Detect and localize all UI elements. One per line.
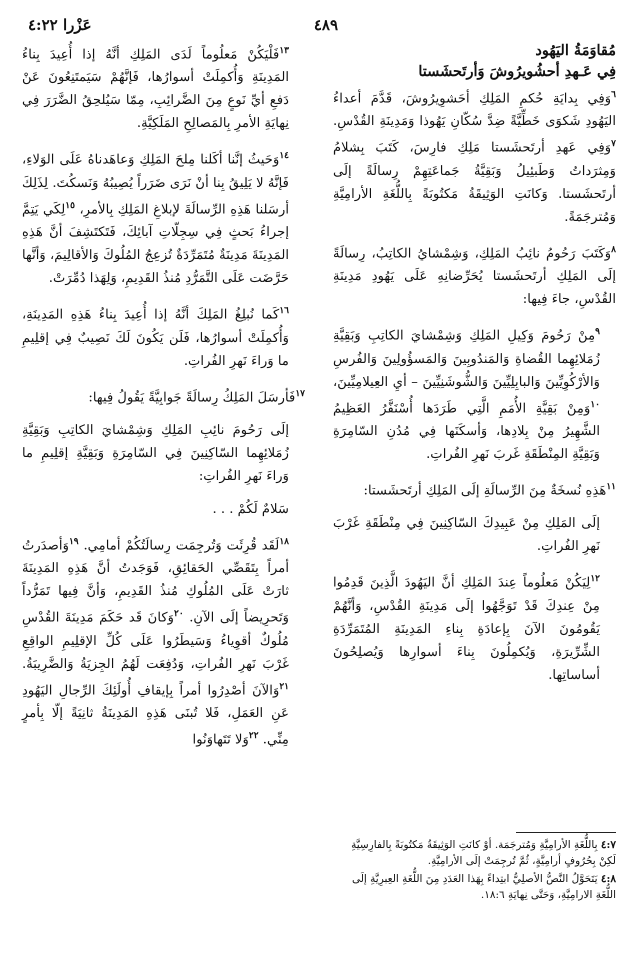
verse-text: لِكَي يَتِمَّ إجراءُ بَحثٍ فِي سِجِلّاتِ آبائِكَ، فَتَكتَشِفَ أنَّ هَذِهِ المَدِينَةَ مَدِينَةٌ مُتَمَرِّدَةٌ تُزعِجُ المُلُوكَ وَالأقالِيمَ، وَأنَّها حَرَّضَت عَلَى التَّمَرُّدِ مُنذُ القَدِيمِ، وَلِهَذا دُمِّرَتْ.: [22, 202, 289, 287]
verse-text: وَالآنَ أصْدِرُوا أمراً بِإيقافِ أُولَئِكَ الرِّجالِ اليَهُودِ عَنِ العَمَلِ، فَلا تُبنَى هَذِهِ المَدِينَةُ ثانِيَةً إلّا بِأمرٍ مِنِّي.: [22, 683, 289, 748]
verse-text: وَفِي بِدايَةِ حُكمِ المَلِكِ أحَشوِيرُوشَ، قَدَّمَ أعداءُ اليَهُودِ شَكوَى خَطِّيَّةً ضِدَّ سُكّانِ يَهُوذا وَمَدِينَةِ القُدْسِ.: [333, 91, 616, 130]
footnote-text: يَتَحَوَّلُ النَّصُّ الأصلِيُّ ابتِداءً بِهَذا العَدَدِ مِنَ اللُّغَةِ العِبرِيَّةِ إلَى اللُّغَةِ الارامِيَّةِ، وَحَتَّى نِهايَةِ ١٨:٦.: [351, 873, 616, 901]
verse-number: ٧: [611, 139, 616, 150]
verse-11: [333, 476, 616, 502]
letter-greeting: [22, 498, 305, 521]
verse-text: وَفِي عَهدِ أرتَحشَستا مَلِكِ فارِسَ، كَتَبَ بِشلامُ وَمِثرَداتُ وَطَبئِيلُ وَبَقِيَّةُ جَماعَتِهِمْ رِسالَةً إلَى أرتَحشَستا. وَكانَتِ الوَثِيقَةُ مَكتُوبَةً بِاللُّغَةِ الأرامِيَّةِ وَمُترجَمَةً.: [333, 140, 616, 225]
footnote-text: بِاللُّغَةِ الأرامِيَّةِ وَمُترجَمَة. أوْ كانَتِ الوَثِيقَةُ مَكتُوبَةً بِالفارِسِيَّةِ لَكِنْ بِحُرُوفٍ أرامِيَّةٍ، ثُمَّ تُرجِمَتْ إلَى الأرامِيَّةِ.: [351, 839, 616, 867]
verse-number: ١٤: [279, 151, 289, 162]
verse-text: فَأرسَلَ المَلِكُ رِسالَةً جَوابِيَّةً يَقُولُ فِيها:: [88, 389, 296, 405]
verse-text: فَلْيَكُنْ مَعلُوماً لَدَى المَلِكِ أنَّهُ إذا أُعِيدَ بِناءُ المَدِينَةِ وَأُكمِلَتْ أسوارُها، فَإنَّهُمْ سَيَمتَنِعُونَ عَنْ دَفعِ أيِّ نَوعٍ مِنَ الضَّرائِبِ، مِمّا سَيُلحِقُ الضَّرَرَ فِي نِهايَةِ الأمرِ بِالمَصالِحِ المَلَكِيَّةِ.: [22, 47, 289, 132]
verse-number: ٢٠: [174, 609, 184, 620]
verse-18: [22, 531, 305, 752]
verse-text: كَما نُبلِغُ المَلِكَ أنَّهُ إذا أُعِيدَ بِناءُ هَذِهِ المَدِينَةِ، وَأُكمِلَتْ أسوارُها، فَلَن يَكُونَ لَكَ نَصِيبٌ فِي إقلِيمِ ما وَراءَ نَهرِ الفُراتِ.: [22, 307, 289, 369]
verse-number: ٢٢: [248, 731, 259, 742]
verse-number: ١٩: [68, 536, 79, 547]
footnotes: [333, 832, 616, 905]
chapter-reference: عَزْرا ٤:٢٢: [28, 16, 92, 34]
verse-16: [22, 300, 305, 372]
footnote-ref: ٤:٨: [600, 873, 616, 885]
verse-number: ١٢: [590, 574, 600, 585]
footnote: [333, 871, 616, 903]
verse-text: وَأصدَرتُ أمراً بِتَقَصِّي الحَقائِقِ، فَوَجَدتُ أنَّ هَذِهِ المَدِينَةَ ثارَتْ عَلَى المُلُوكِ مُنذُ القَدِيمِ، وَأنَّ فِيها تَمَرُّداً وَتَحرِيضاً إلَى الآنِ.: [22, 538, 289, 626]
left-column: [22, 40, 305, 762]
verse-text: وَلا تَتَهاوَنُوا: [192, 732, 249, 748]
verse-text: وَمِنْ بَقِيَّةِ الأُمَمِ الَّتِي طَرَدَها أُسْنَفَّرُ العَظِيمُ الشَّهِيرُ مِنْ بِلادِها، وَأسكَنَها فِي مُدُنِ السّامِرَةِ وَبَقِيَّةِ المِنْطَقَةِ غَربَ نَهرِ الفُراتِ.: [333, 400, 600, 462]
verse-number: ١٠: [590, 399, 600, 410]
verse-number: ١٥: [65, 200, 75, 211]
verse-text: هَذِهِ نُسخَةٌ مِنَ الرِّسالَةِ إلَى المَلِكِ أرتَحشَستا:: [363, 483, 607, 499]
verse-number: ١٧: [295, 388, 305, 399]
verse-text: إلَى رَحُومَ نائِبِ المَلِكِ وَشِمْشايَ الكاتِبِ وَبَقِيَّةِ زُمَلائِهِما السّاكِنِينَ فِي السّامِرَةِ وَبَقِيَّةِ إقلِيمِ ما وَراءَ نَهرِ الفُراتِ:: [22, 422, 289, 484]
verse-number: ٩: [595, 327, 600, 338]
letter-address: [22, 419, 305, 488]
verse-14: [22, 145, 305, 290]
verse-text: وَحَيثُ إنَّنا أكَلنا مِلحَ المَلِكِ وَعاهَدناهُ عَلَى الوَلاءِ، فَإنَّهُ لا يَلِيقُ بِنا أنْ نَرَى ضَرَراً يُصِيبُهُ وَنَسكُتَ. لِذَلِكَ أرسَلنا هَذِهِ الرِّسالَةَ لإبلاغِ المَلِكِ بِالأمرِ،: [22, 152, 289, 218]
page-number: ٤٨٩: [313, 16, 338, 34]
verse-text: لِيَكُنْ مَعلُوماً عِندَ المَلِكِ أنَّ اليَهُودَ الَّذِينَ قَدِمُوا مِنْ عِندِكَ قَدْ تَوَجَّهُوا إلَى مَدِينَةِ القُدْسِ، وَأنَّهُمْ يَقُومُونَ الآنَ بِإعادَةِ بِناءِ المَدِينَةِ المُتَمَرِّدَةِ الشِّرِّيرَةِ، وَيُكمِلُونَ بِناءَ أسوارِها وَيُصلِحُونَ أساساتِها.: [333, 575, 600, 683]
verse-8: [333, 239, 616, 311]
verse-number: ٨: [611, 244, 616, 255]
verse-12: [333, 568, 616, 686]
verse-number: ٦: [611, 90, 616, 100]
verse-text: مِنْ رَحُومَ وَكِيلِ المَلِكِ وَشِمْشايَ الكاتِبِ وَبَقِيَّةِ زُمَلائِهِما القُضاةِ وَالمَندُوبِينَ وَالمَسؤُولِينَ وَالفُرسِ وَالأرْكُوِيِّينَ وَالبابِلِيِّينَ وَالشُّوشَنِيِّينَ – أيِ العِيلامِيِّينَ،: [333, 328, 600, 390]
section-subtitle: فِي عَـهدِ أحشُويرُوشَ وَأرتَحشَستا: [418, 63, 616, 80]
verse-text: سَلامٌ لَكُمْ . . .: [212, 501, 289, 517]
right-column: [333, 40, 616, 697]
verse-number: ١٨: [279, 536, 289, 547]
footnote-divider: [516, 832, 616, 833]
verse-number: ١١: [606, 481, 616, 492]
verse-text: وَكَتَبَ رَحُومُ نائِبُ المَلِكِ، وَشِمْشايُ الكاتِبُ، رِسالَةً إلَى المَلِكِ أرتَحشَستا يُحَرِّضانِهِ عَلَى يَهُودِ مَدِينَةِ القُدْسِ، جاءَ فِيها:: [333, 246, 616, 308]
footnote-ref: ٤:٧: [600, 839, 616, 851]
verse-number: ١٦: [279, 306, 289, 317]
verse-text: إلَى المَلِكِ مِنْ عَبِيدِكَ السّاكِنِينَ فِي مِنْطَقَةِ غَرْبَ نَهرِ الفُراتِ.: [333, 516, 600, 555]
verse-13: [22, 40, 305, 135]
verse-text: وَكانَ قَد حَكَمَ مَدِينَةَ القُدْسِ مُلُوكٌ أقوِياءُ وَسَيطَرُوا عَلَى كُلِّ الإقلِيمِ الواقِعِ غَرْبَ نَهرِ الفُراتِ، وَدُفِعَت لَهُمُ الجِزيَةُ وَالضَّرِيبَةُ.: [22, 610, 289, 672]
footnote: [333, 837, 616, 869]
section-title: مُقاوَمَةُ اليَهُود: [535, 42, 616, 59]
verse-number: ١٣: [279, 46, 289, 56]
verse-17: [22, 383, 305, 409]
verse-9: [333, 321, 616, 466]
verse-number: ٢١: [279, 681, 289, 692]
verse-text: لَقَد قُرِئَت وَتُرجِمَت رِسالَتُكُمْ أمامِي.: [83, 538, 280, 554]
verse-6: [333, 84, 616, 229]
letter-address: [333, 512, 616, 558]
